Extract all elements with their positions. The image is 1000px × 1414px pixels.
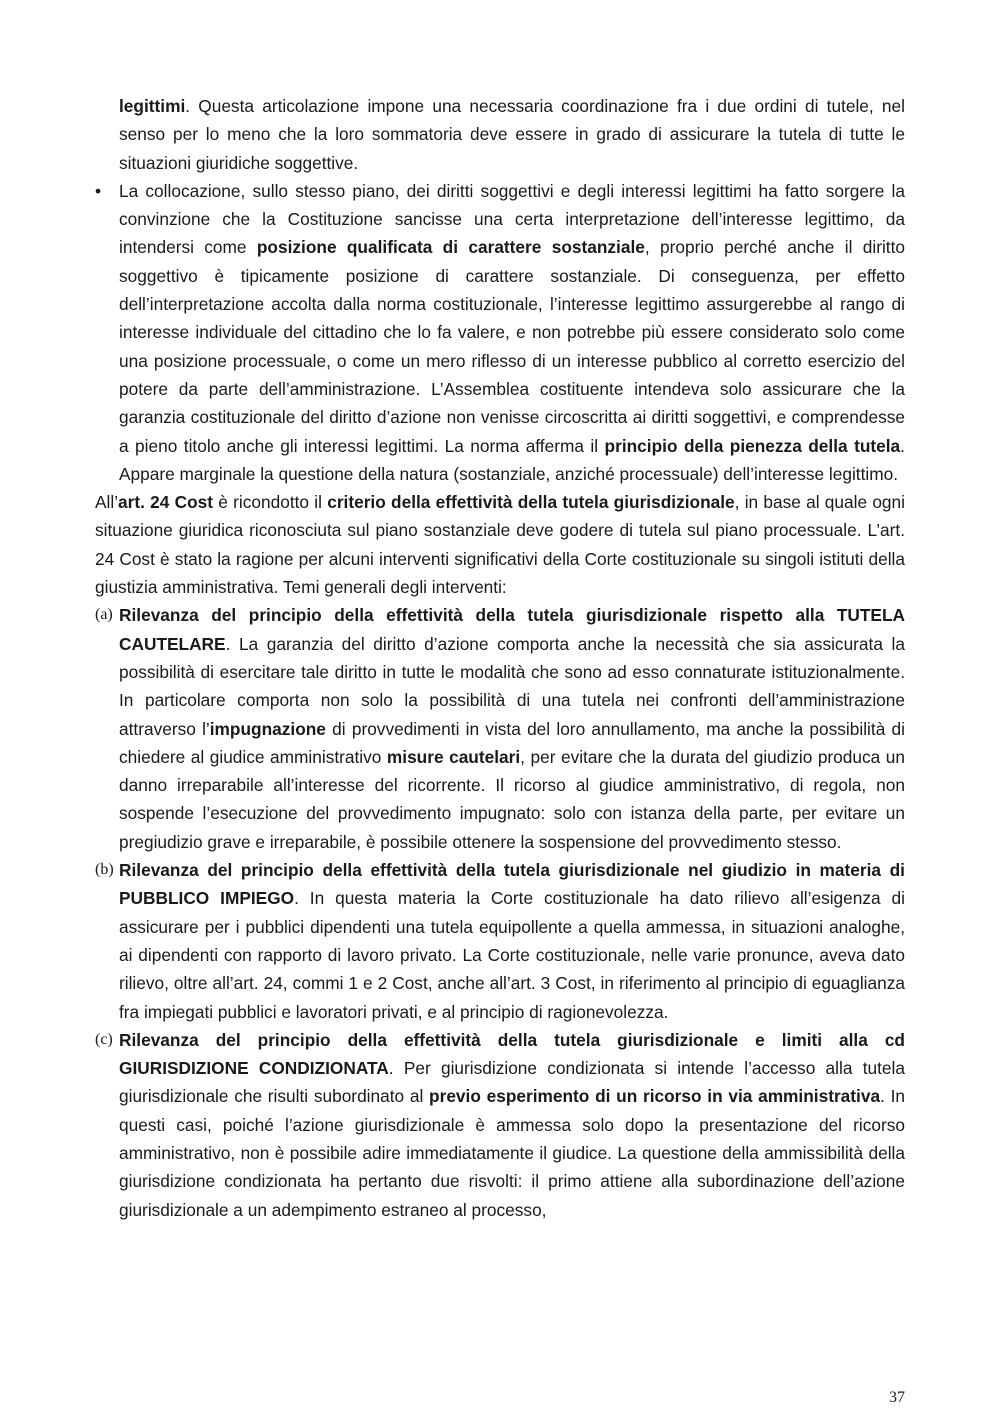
paragraph-text: è ricondotto il [213,492,328,513]
bullet-list-item [95,177,905,488]
paragraph-text: . Per giurisdizione condizionata si intende l’accesso alla tutela giurisdizionale che risulti subordinato al [119,1058,905,1107]
bold-term: criterio della effettività della tutela giurisdizionale [327,492,735,513]
bold-term: misure cautelari [386,746,521,767]
bold-heading: Rilevanza del principio della effettività della tutela giurisdizionale e limiti alla cd GIURISDIZIONE CONDIZIONATA [119,1029,905,1079]
paragraph-text: , proprio perché anche il diritto soggettivo è tipicamente posizione di carattere sostanziale. Di conseguenza, per effetto dell’interpretazione accolta dalla norma costituzionale, l’interesse legittimo assurgerebbe al rango di interesse individuale del cittadino che lo fa valere, e non potrebbe più essere considerato solo come una posizione processuale, o come un mero riflesso di un interesse pubblico al corretto esercizio del potere da parte dell’amministrazione. L’Assemblea costituente intendeva solo assicurare che la garanzia costituzionale del diritto d’azione non venisse circoscritta ai diritti soggettivi, e comprendesse a pieno titolo anche gli interessi legittimi. La norma afferma il [119,237,906,456]
bold-heading: Rilevanza del principio della effettività della tutela giurisdizionale nel giudizio in materia di PUBBLICO IMPIEGO [119,860,905,909]
paragraph-text: , in base al quale ogni situazione giuridica riconosciuta sul piano sostanziale deve godere di tutela sul piano processuale. L’art. 24 Cost è stato la ragione per alcuni interventi significativi della Corte costituzionale su singoli istituti della giustizia amministrativa. Temi generali degli interventi: [95,492,905,598]
paragraph-text: , per evitare che la durata del giudizio produca un danno irreparabile all’interesse del ricorrente. Il ricorso al giudice amministrativo, di regola, non sospende l’esecuzione del provvedimento impugnato: solo con istanza della parte, per evitare un pregiudizio grave e irreparabile, è possibile ottenere la sospensione del provvedimento stesso. [119,746,905,852]
page-number: 37 [889,1389,905,1406]
bold-term: impugnazione [209,718,326,739]
paragraph-text: La collocazione, sullo stesso piano, dei diritti soggettivi e degli interessi legittimi ha fatto sorgere la convinzione che la Costituzione sancisse una certa interpretazione dell’interesse legittimo, da intendersi come [119,180,905,258]
list-marker: (b) [95,861,114,879]
bold-term: art. 24 Cost [118,492,214,513]
list-item-c [95,1026,905,1224]
paragraph-text: . Appare marginale la questione della natura (sostanziale, anziché processuale) dell’interesse legittimo. [119,435,905,484]
bold-term: principio della pienezza della tutela [604,435,901,456]
list-item-a [95,601,905,856]
paragraph-text: All’ [95,492,119,513]
bold-heading: Rilevanza del principio della effettività della tutela giurisdizionale rispetto alla TUTELA CAUTELARE [119,605,905,654]
paragraph-text: . In questi casi, poiché l’azione giurisdizionale è ammessa solo dopo la presentazione del ricorso amministrativo, non è possibile adire immediatamente il giudice. La questione della ammissibilità della giurisdizione condizionata ha pertanto due risvolti: il primo attiene alla subordinazione dell’azione giurisdizionale a un adempimento estraneo al processo, [119,1086,906,1220]
bold-term: previo esperimento di un ricorso in via amministrativa [429,1086,881,1107]
continuation-paragraph [95,92,905,177]
bold-term: legittimi [119,96,186,116]
bold-term: posizione qualificata di carattere sostanziale [256,237,645,258]
art24-paragraph [95,488,905,601]
paragraph-text: . La garanzia del diritto d’azione comporta anche la necessità che sia assicurata la possibilità di esercitare tale diritto in tutte le modalità che sono ad esso connaturate istituzionalmente. In particolare comporta non solo la possibilità di una tutela nei confronti dell’amministrazione attraverso l’ [119,633,905,739]
list-marker: (a) [95,606,113,624]
paragraph-text: . Questa articolazione impone una necessaria coordinazione fra i due ordini di tutele, nel senso per lo meno che la loro sommatoria deve essere in grado di assicurare la tutela di tutte le situazioni giuridiche soggettive. [119,96,905,173]
bullet-icon: • [95,180,102,201]
list-item-b [95,856,905,1026]
paragraph-text: . In questa materia la Corte costituzionale ha dato rilievo all’esigenza di assicurare per i pubblici dipendenti una tutela equipollente a quella ammessa, in situazioni analoghe, ai dipendenti con rapporto di lavoro privato. La Corte costituzionale, nelle varie pronunce, aveva dato rilievo, oltre all’art. 24, commi 1 e 2 Cost, anche all’art. 3 Cost, in riferimento al principio di eguaglianza fra impiegati pubblici e lavoratori privati, e al principio di ragionevolezza. [119,888,905,1022]
document-page [95,92,905,1224]
list-marker: (c) [95,1030,113,1048]
paragraph-text: di provvedimenti in vista del loro annullamento, ma anche la possibilità di chiedere al giudice amministrativo [119,718,905,767]
